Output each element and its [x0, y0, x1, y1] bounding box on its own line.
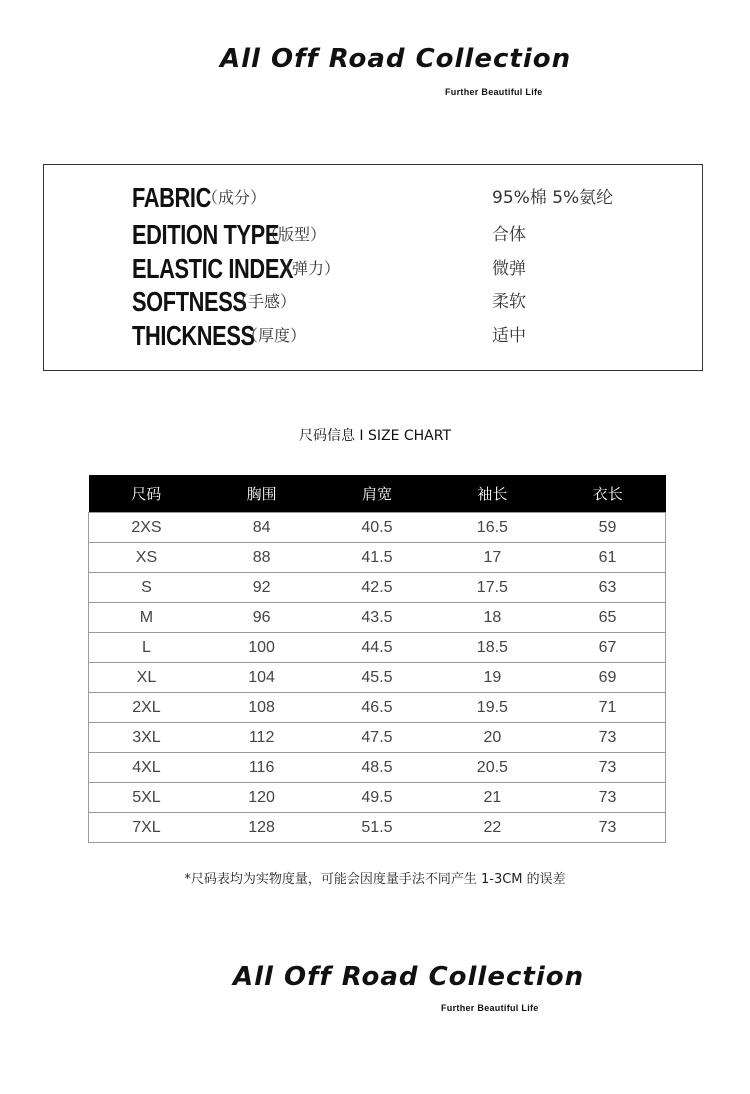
- column-header-length: 衣长: [550, 475, 665, 513]
- table-cell: 63: [550, 573, 665, 603]
- spec-row-elastic-index: [44, 252, 702, 286]
- spec-value: 微弹: [492, 259, 526, 279]
- table-cell: 69: [550, 663, 665, 693]
- measurement-note: *尺码表均为实物度量，可能会因度量手法不同产生 1-3CM 的误差: [184, 872, 566, 887]
- footer-brand-title: All Off Road Collection: [233, 962, 585, 992]
- table-cell: 48.5: [319, 753, 434, 783]
- table-cell: 128: [204, 813, 319, 843]
- table-cell: 45.5: [319, 663, 434, 693]
- spec-row-edition-type: [44, 218, 702, 252]
- table-cell: 17.5: [435, 573, 550, 603]
- spec-label-cn: （成分）: [202, 188, 267, 207]
- fabric-spec-panel: [43, 164, 703, 371]
- table-cell: 59: [550, 513, 665, 543]
- table-cell: 18.5: [435, 633, 550, 663]
- table-cell: 44.5: [319, 633, 434, 663]
- table-cell: 96: [204, 603, 319, 633]
- spec-label-cn: （厚度）: [242, 326, 307, 345]
- table-cell: 84: [204, 513, 319, 543]
- spec-value: 适中: [492, 326, 526, 346]
- spec-label-en: ELASTIC INDEX: [132, 253, 294, 284]
- spec-value: 合体: [492, 225, 526, 245]
- table-row: [89, 603, 666, 633]
- table-cell: 19.5: [435, 693, 550, 723]
- table-row: [89, 813, 666, 843]
- table-cell: 61: [550, 543, 665, 573]
- column-header-chest: 胸围: [204, 475, 319, 513]
- table-cell: 4XL: [89, 753, 204, 783]
- table-cell: 17: [435, 543, 550, 573]
- table-cell: 40.5: [319, 513, 434, 543]
- column-header-shoulder: 肩宽: [319, 475, 434, 513]
- table-cell: 2XS: [89, 513, 204, 543]
- table-cell: 73: [550, 783, 665, 813]
- spec-label-cn: （弹力）: [276, 259, 341, 278]
- table-cell: 49.5: [319, 783, 434, 813]
- footer-brand-subtitle: Further Beautiful Life: [441, 1003, 539, 1013]
- table-row: [89, 513, 666, 543]
- table-cell: 92: [204, 573, 319, 603]
- spec-row-fabric: [44, 181, 702, 215]
- table-cell: 88: [204, 543, 319, 573]
- table-cell: 112: [204, 723, 319, 753]
- size-chart-heading: 尺码信息 I SIZE CHART: [298, 428, 452, 444]
- table-row: [89, 783, 666, 813]
- table-row: [89, 723, 666, 753]
- table-cell: 20.5: [435, 753, 550, 783]
- spec-label-en: SOFTNESS: [132, 286, 247, 317]
- table-cell: 21: [435, 783, 550, 813]
- spec-label-en: THICKNESS: [132, 320, 255, 351]
- table-cell: 104: [204, 663, 319, 693]
- spec-row-thickness: [44, 319, 702, 353]
- spec-label-cn: （手感）: [232, 292, 297, 311]
- table-cell: 120: [204, 783, 319, 813]
- table-row: [89, 543, 666, 573]
- table-cell: 67: [550, 633, 665, 663]
- spec-label-en: FABRIC: [132, 182, 211, 213]
- table-cell: 46.5: [319, 693, 434, 723]
- table-cell: S: [89, 573, 204, 603]
- table-cell: 3XL: [89, 723, 204, 753]
- table-row: [89, 633, 666, 663]
- table-cell: XL: [89, 663, 204, 693]
- table-cell: 2XL: [89, 693, 204, 723]
- table-cell: XS: [89, 543, 204, 573]
- size-chart-table: [88, 475, 666, 843]
- spec-value: 95%棉 5%氨纶: [492, 188, 614, 208]
- table-cell: 100: [204, 633, 319, 663]
- table-row: [89, 573, 666, 603]
- table-cell: 108: [204, 693, 319, 723]
- table-cell: 22: [435, 813, 550, 843]
- spec-value: 柔软: [492, 292, 526, 312]
- column-header-sleeve: 袖长: [435, 475, 550, 513]
- table-row: [89, 663, 666, 693]
- table-cell: M: [89, 603, 204, 633]
- spec-label-cn: （版型）: [262, 225, 327, 244]
- brand-title: All Off Road Collection: [220, 44, 572, 74]
- table-cell: 47.5: [319, 723, 434, 753]
- table-cell: 16.5: [435, 513, 550, 543]
- brand-subtitle: Further Beautiful Life: [445, 87, 543, 97]
- spec-label-en: EDITION TYPE: [132, 219, 280, 250]
- table-cell: 51.5: [319, 813, 434, 843]
- table-cell: 18: [435, 603, 550, 633]
- table-cell: 43.5: [319, 603, 434, 633]
- table-header-row: [89, 475, 666, 513]
- table-cell: L: [89, 633, 204, 663]
- table-cell: 19: [435, 663, 550, 693]
- table-cell: 20: [435, 723, 550, 753]
- spec-row-softness: [44, 285, 702, 319]
- table-cell: 73: [550, 753, 665, 783]
- table-cell: 73: [550, 813, 665, 843]
- table-row: [89, 693, 666, 723]
- table-cell: 71: [550, 693, 665, 723]
- table-cell: 5XL: [89, 783, 204, 813]
- column-header-size: 尺码: [89, 475, 204, 513]
- table-cell: 41.5: [319, 543, 434, 573]
- table-cell: 7XL: [89, 813, 204, 843]
- table-cell: 65: [550, 603, 665, 633]
- table-cell: 42.5: [319, 573, 434, 603]
- table-row: [89, 753, 666, 783]
- table-cell: 73: [550, 723, 665, 753]
- table-cell: 116: [204, 753, 319, 783]
